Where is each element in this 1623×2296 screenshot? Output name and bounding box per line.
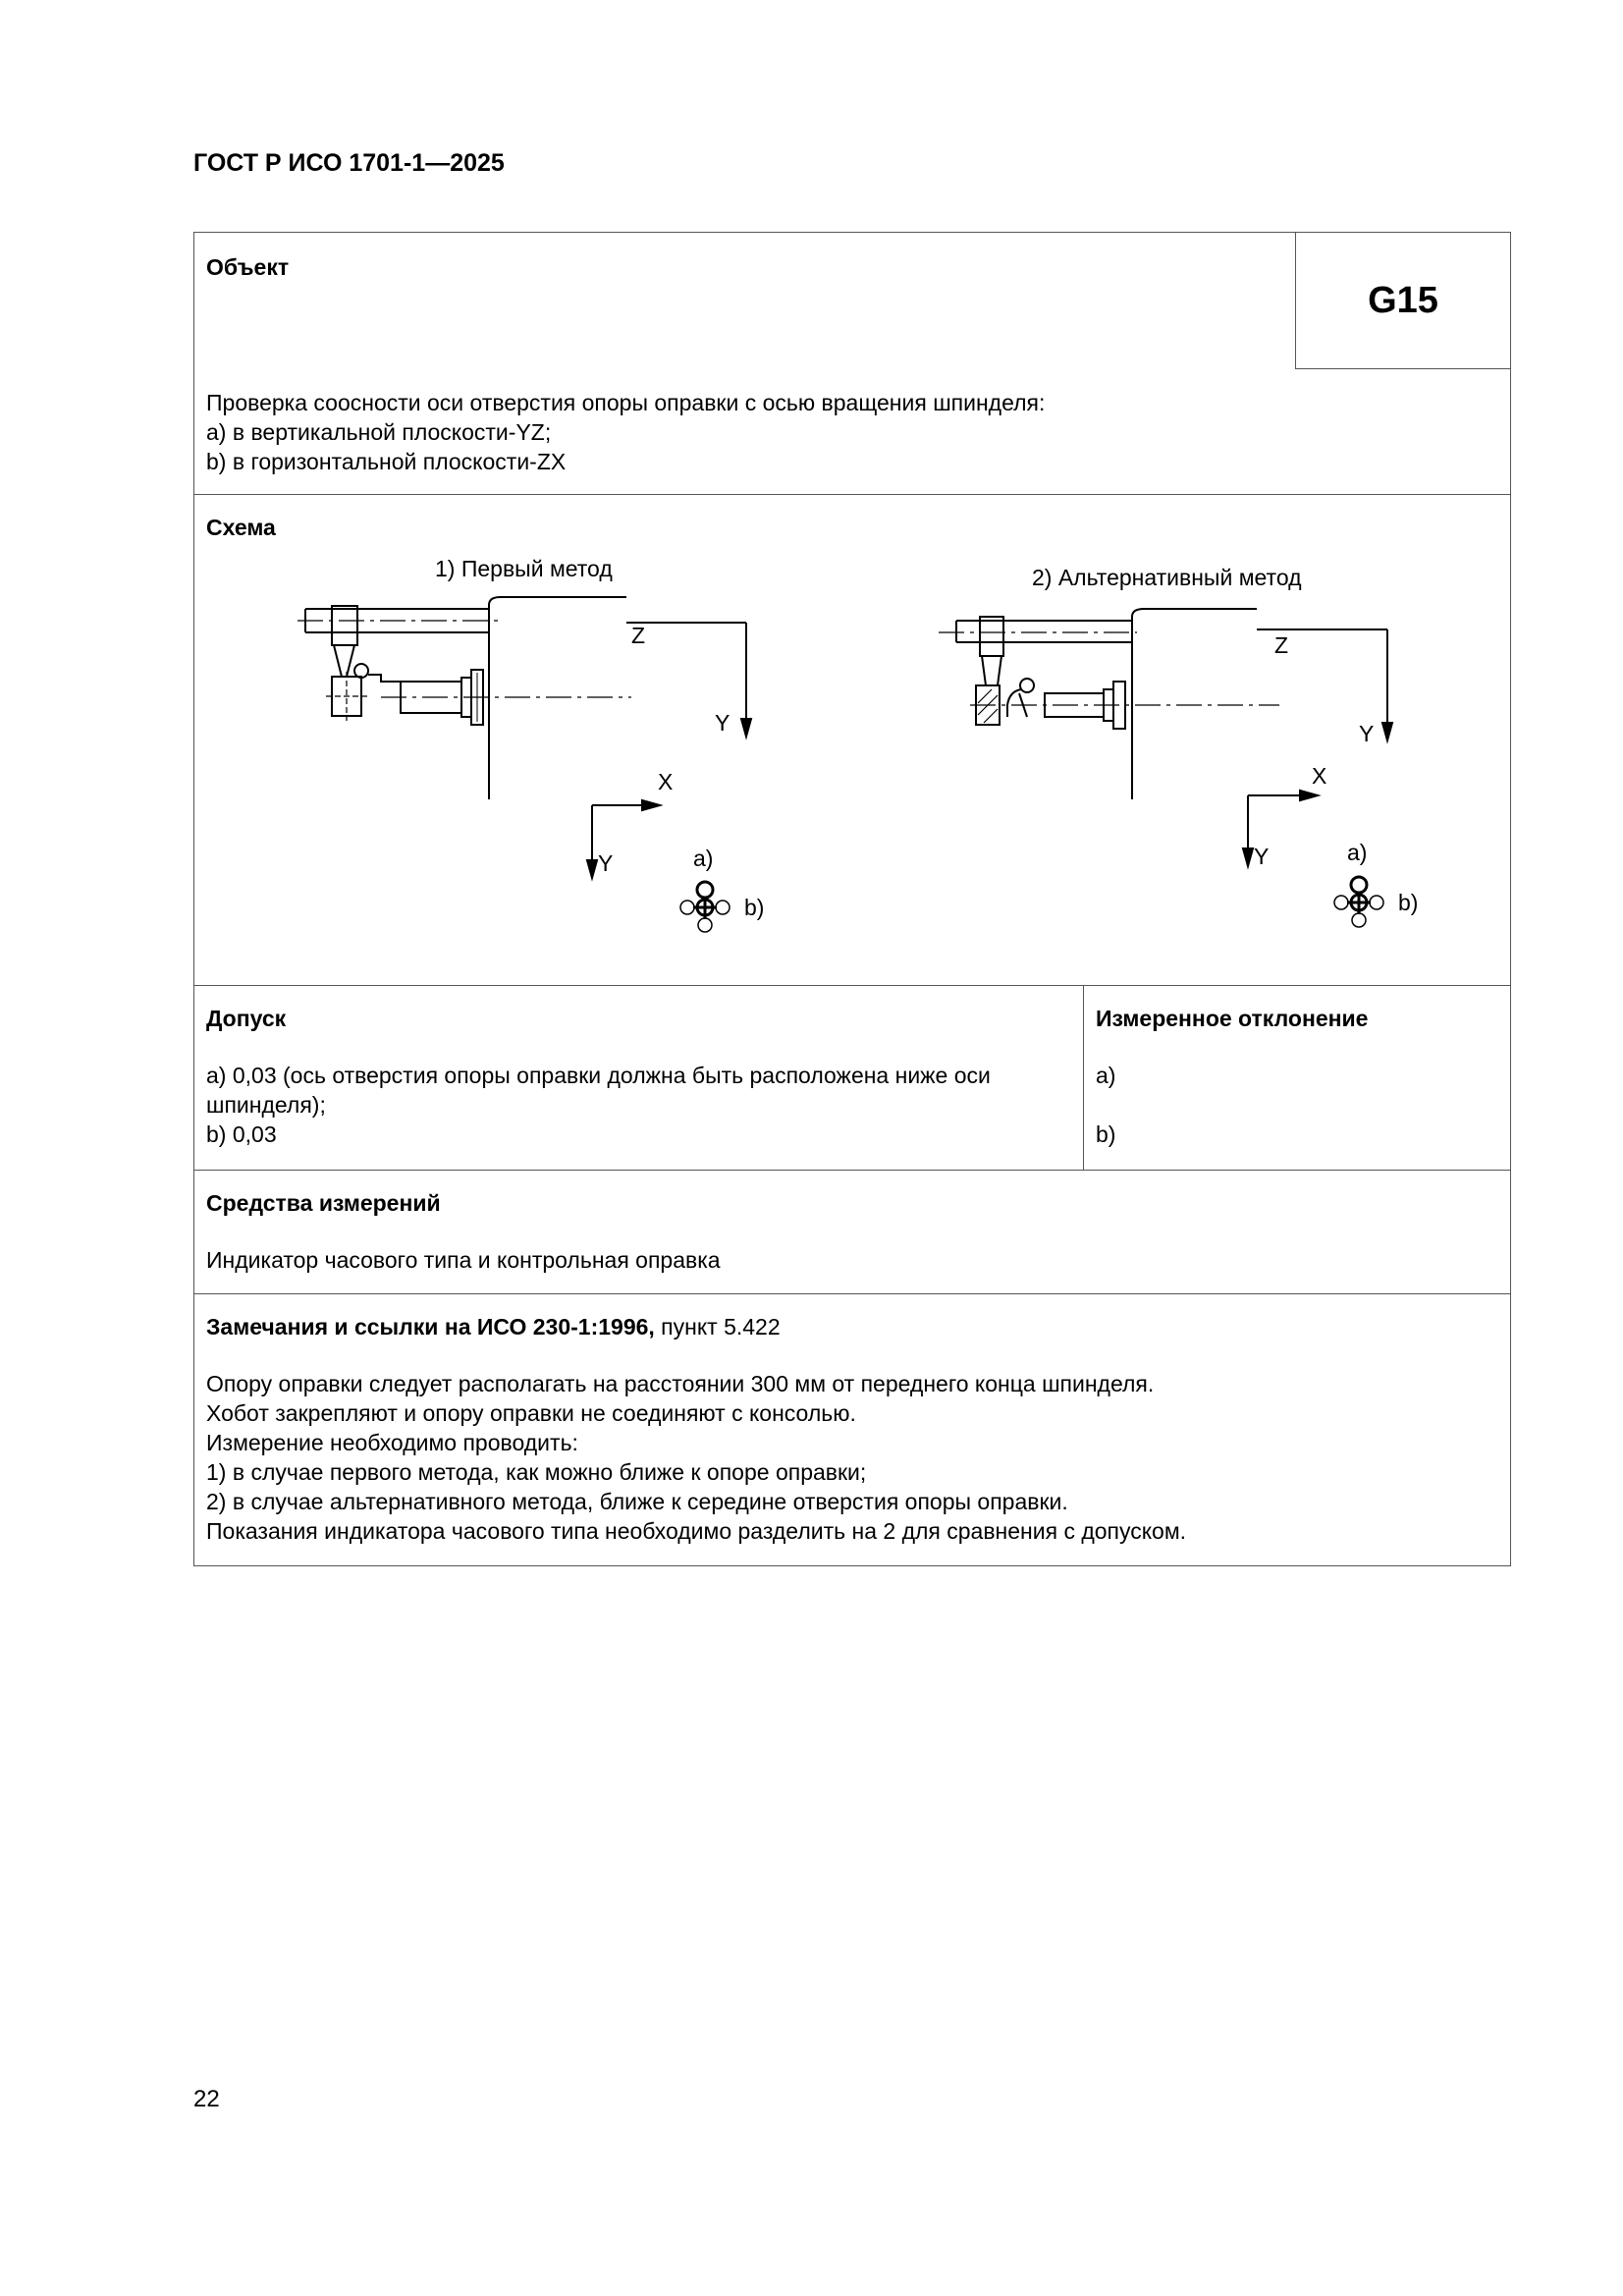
notes-section xyxy=(194,1294,1510,1565)
tolerance-label: Допуск xyxy=(206,1006,287,1031)
notes-line: Показания индикатора часового типа необходимо разделить на 2 для сравнения с допуском. xyxy=(206,1518,1187,1544)
method1-title: 1) Первый метод xyxy=(435,556,613,581)
notes-line: Хобот закрепляют и опору оправки не соединяют с консолью. xyxy=(206,1400,856,1426)
method2-axis-y-label: Y xyxy=(1359,721,1375,746)
test-card xyxy=(193,232,1511,1566)
object-section xyxy=(194,233,1510,495)
method1-machine-drawing xyxy=(298,597,631,799)
method2-axis-x-label: X xyxy=(1312,763,1327,789)
measured-deviation-a: a) xyxy=(1096,1063,1116,1088)
method2-mark-a: a) xyxy=(1347,840,1368,865)
method1-axis-y-label: Y xyxy=(715,710,730,736)
schema-label: Схема xyxy=(206,515,276,540)
test-code-box xyxy=(1295,233,1510,369)
measured-deviation-label: Измеренное отклонение xyxy=(1096,1006,1369,1031)
document-header: ГОСТ Р ИСО 1701-1—2025 xyxy=(193,149,505,177)
tolerance-section xyxy=(194,986,1510,1171)
method2-direction-symbol xyxy=(1334,877,1383,927)
method2-axis-y2-label: Y xyxy=(1254,844,1270,869)
notes-line: 1) в случае первого метода, как можно ближе к опоре оправки; xyxy=(206,1459,867,1485)
notes-heading xyxy=(206,1312,1498,1341)
tolerance-line: b) 0,03 xyxy=(206,1121,277,1147)
method2-title: 2) Альтернативный метод xyxy=(1032,565,1302,590)
measuring-means-section xyxy=(194,1171,1510,1294)
method1-mark-a: a) xyxy=(693,846,714,871)
method1-axis-x-label: X xyxy=(658,769,674,794)
object-description xyxy=(206,388,1045,476)
notes-line: Измерение необходимо проводить: xyxy=(206,1430,578,1455)
method1-axis-z-label: Z xyxy=(631,623,646,648)
method2-machine-drawing xyxy=(939,609,1279,799)
measuring-means-label: Средства измерений xyxy=(206,1190,441,1216)
measuring-means-text: Индикатор часового типа и контрольная оправка xyxy=(206,1247,721,1273)
method2-axis-z-label: Z xyxy=(1274,632,1289,658)
object-description-line: b) в горизонтальной плоскости-ZX xyxy=(206,449,567,474)
page-number: 22 xyxy=(193,2086,220,2112)
method2-mark-b: b) xyxy=(1398,890,1419,915)
object-description-line: a) в вертикальной плоскости-YZ; xyxy=(206,419,552,445)
object-description-line: Проверка соосности оси отверстия опоры оправки с осью вращения шпинделя: xyxy=(206,390,1046,415)
measured-deviation-cell xyxy=(1084,986,1510,1170)
notes-label-rest: пункт 5.422 xyxy=(654,1314,781,1339)
tolerance-line: a) 0,03 (ось отверстия опоры оправки должна быть расположена ниже оси шпинделя); xyxy=(206,1063,991,1118)
method1-mark-b: b) xyxy=(744,895,765,920)
method1-axis-y2-label: Y xyxy=(598,850,614,876)
notes-line: Опору оправки следует располагать на расстоянии 300 мм от переднего конца шпинделя. xyxy=(206,1371,1155,1396)
object-label: Объект xyxy=(206,254,290,280)
notes-line: 2) в случае альтернативного метода, ближе к середине отверстия опоры оправки. xyxy=(206,1489,1068,1514)
schema-section xyxy=(194,495,1510,986)
tolerance-cell xyxy=(194,986,1084,1170)
method1-direction-symbol xyxy=(680,882,730,932)
schema-diagram xyxy=(194,495,1510,986)
test-code: G15 xyxy=(1368,279,1438,321)
measured-deviation-b: b) xyxy=(1096,1121,1116,1147)
notes-label-bold: Замечания и ссылки на ИСО 230-1:1996, xyxy=(206,1314,655,1339)
